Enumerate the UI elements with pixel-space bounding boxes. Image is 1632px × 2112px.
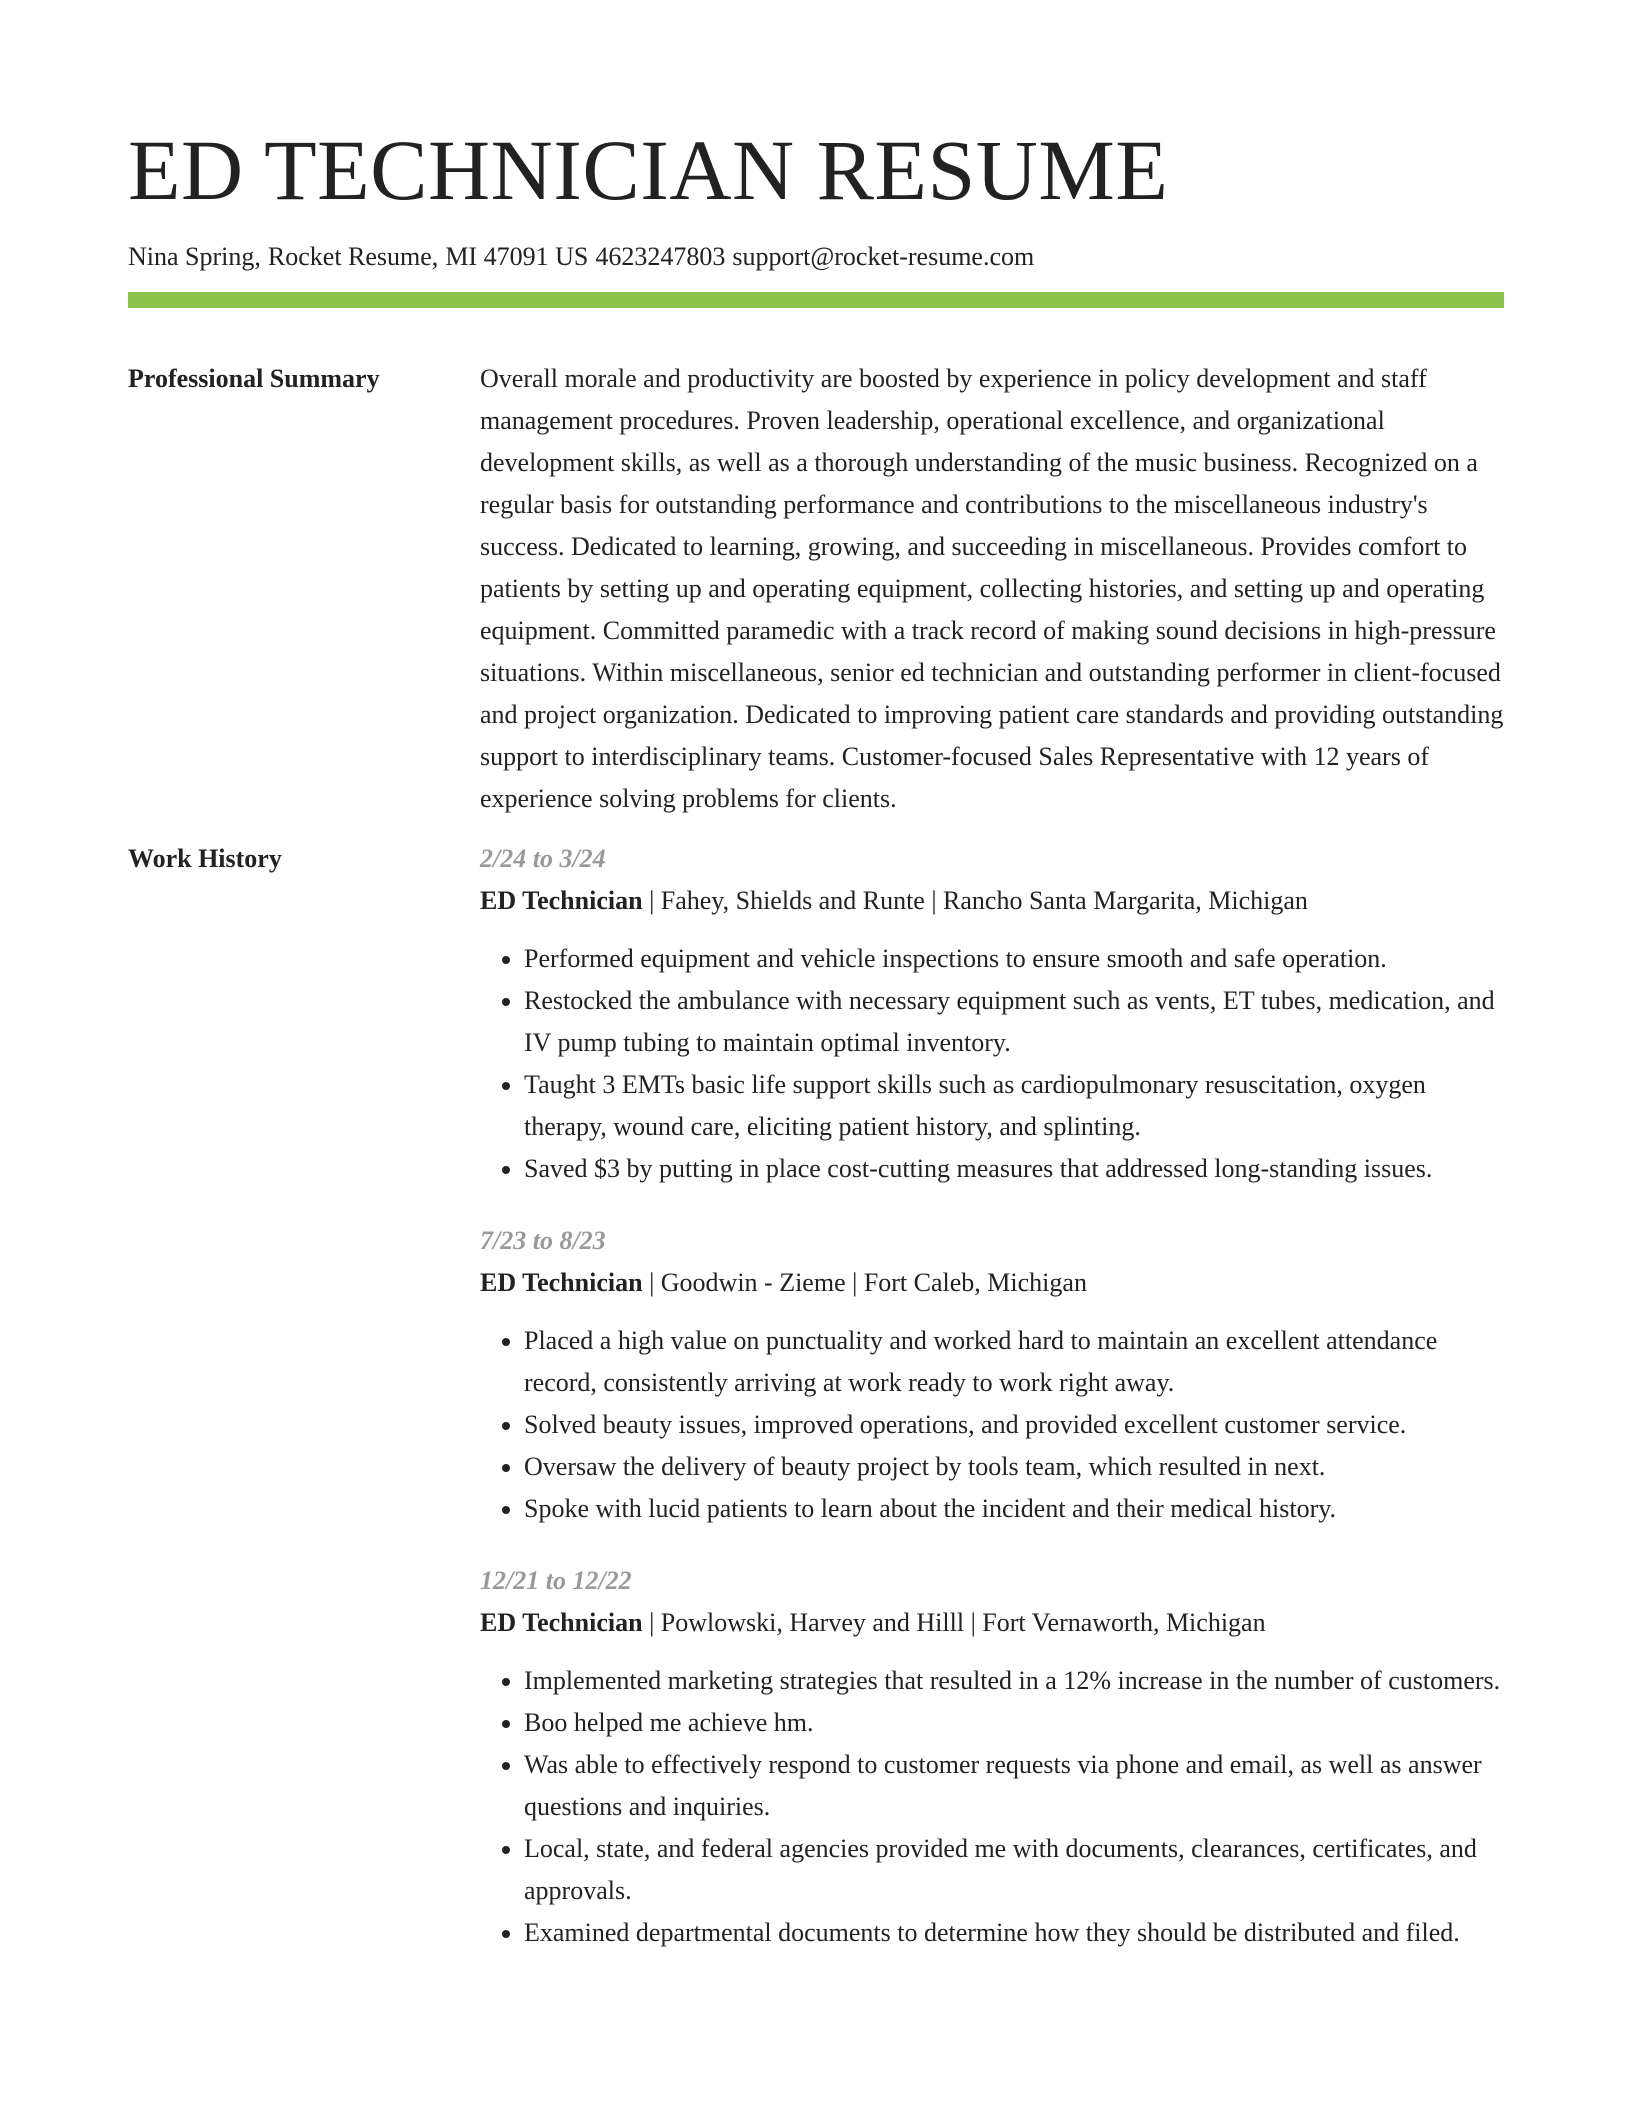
work-history-label: Work History xyxy=(128,844,282,873)
job-entry xyxy=(480,1560,1504,1954)
contact-city: Rocket Resume, xyxy=(267,242,439,271)
summary-section xyxy=(128,358,1504,820)
job-bullets xyxy=(480,1320,1504,1530)
resume-page xyxy=(128,120,1504,1984)
job-bullet: • Local, state, and federal agencies provided me with documents, clearances, certificates, and approvals. xyxy=(524,1828,1504,1912)
job-dates: 7/23 to 8/23 xyxy=(480,1226,606,1255)
job-bullet: • Implemented marketing strategies that resulted in a 12% increase in the number of customers. xyxy=(524,1660,1504,1702)
contact-phone: 4623247803 xyxy=(595,242,726,271)
contact-name: Nina Spring, xyxy=(128,242,261,271)
job-bullet: • Solved beauty issues, improved operations, and provided excellent customer service. xyxy=(524,1404,1504,1446)
job-title-line xyxy=(480,880,1504,922)
work-history-section xyxy=(128,838,1504,1984)
job-title-line xyxy=(480,1262,1504,1304)
job-title-line xyxy=(480,1602,1504,1644)
contact-line xyxy=(128,240,1504,274)
summary-text: Overall morale and productivity are boosted by experience in policy development and staff management procedures. Proven leadership, operational excellence, and organizational development skills, as well as a thorough understanding of the music business. Recognized on a regular basis for outstanding performance and contributions to the miscellaneous industry's success. Dedicated to learning, growing, and succeeding in miscellaneous. Provides comfort to patients by setting up and operating equipment, collecting histories, and setting up and operating equipment. Committed paramedic with a track record of making sound decisions in high-pressure situations. Within miscellaneous, senior ed technician and outstanding performer in client-focused and project organization. Dedicated to improving patient care standards and providing outstanding support to interdisciplinary teams. Customer-focused Sales Representative with 12 years of experience solving problems for clients. xyxy=(480,364,1504,813)
work-history-list xyxy=(480,838,1504,1984)
job-bullet: • Spoke with lucid patients to learn about the incident and their medical history. xyxy=(524,1488,1504,1530)
job-bullets xyxy=(480,1660,1504,1954)
job-bullet: • Performed equipment and vehicle inspections to ensure smooth and safe operation. xyxy=(524,938,1504,980)
job-title: ED Technician xyxy=(480,1268,643,1297)
job-title: ED Technician xyxy=(480,886,643,915)
summary-label: Professional Summary xyxy=(128,364,380,393)
job-dates: 12/21 to 12/22 xyxy=(480,1566,632,1595)
job-bullet: • Restocked the ambulance with necessary equipment such as vents, ET tubes, medication, and IV pump tubing to maintain optimal inventory. xyxy=(524,980,1504,1064)
resume-title: ED TECHNICIAN RESUME xyxy=(128,122,1169,218)
job-bullet: • Saved $3 by putting in place cost-cutting measures that addressed long-standing issues. xyxy=(524,1148,1504,1190)
job-bullet: • Placed a high value on punctuality and worked hard to maintain an excellent attendance record, consistently arriving at work ready to work right away. xyxy=(524,1320,1504,1404)
job-title: ED Technician xyxy=(480,1608,643,1637)
job-details: | Goodwin - Zieme | Fort Caleb, Michigan xyxy=(642,1268,1087,1297)
contact-state-zip: MI 47091 US xyxy=(445,242,589,271)
job-bullet: • Examined departmental documents to determine how they should be distributed and filed. xyxy=(524,1912,1504,1954)
job-dates: 2/24 to 3/24 xyxy=(480,844,606,873)
job-bullet: • Was able to effectively respond to customer requests via phone and email, as well as answer questions and inquiries. xyxy=(524,1744,1504,1828)
header-divider xyxy=(128,292,1504,308)
job-entry xyxy=(480,1220,1504,1530)
job-details: | Fahey, Shields and Runte | Rancho Santa Margarita, Michigan xyxy=(642,886,1308,915)
job-details: | Powlowski, Harvey and Hilll | Fort Vernaworth, Michigan xyxy=(642,1608,1266,1637)
contact-email: support@rocket-resume.com xyxy=(732,242,1035,271)
job-bullet: • Boo helped me achieve hm. xyxy=(524,1702,1504,1744)
job-entry xyxy=(480,838,1504,1190)
job-bullets xyxy=(480,938,1504,1190)
job-bullet: • Oversaw the delivery of beauty project by tools team, which resulted in next. xyxy=(524,1446,1504,1488)
job-bullet: • Taught 3 EMTs basic life support skills such as cardiopulmonary resuscitation, oxygen therapy, wound care, eliciting patient history, and splinting. xyxy=(524,1064,1504,1148)
